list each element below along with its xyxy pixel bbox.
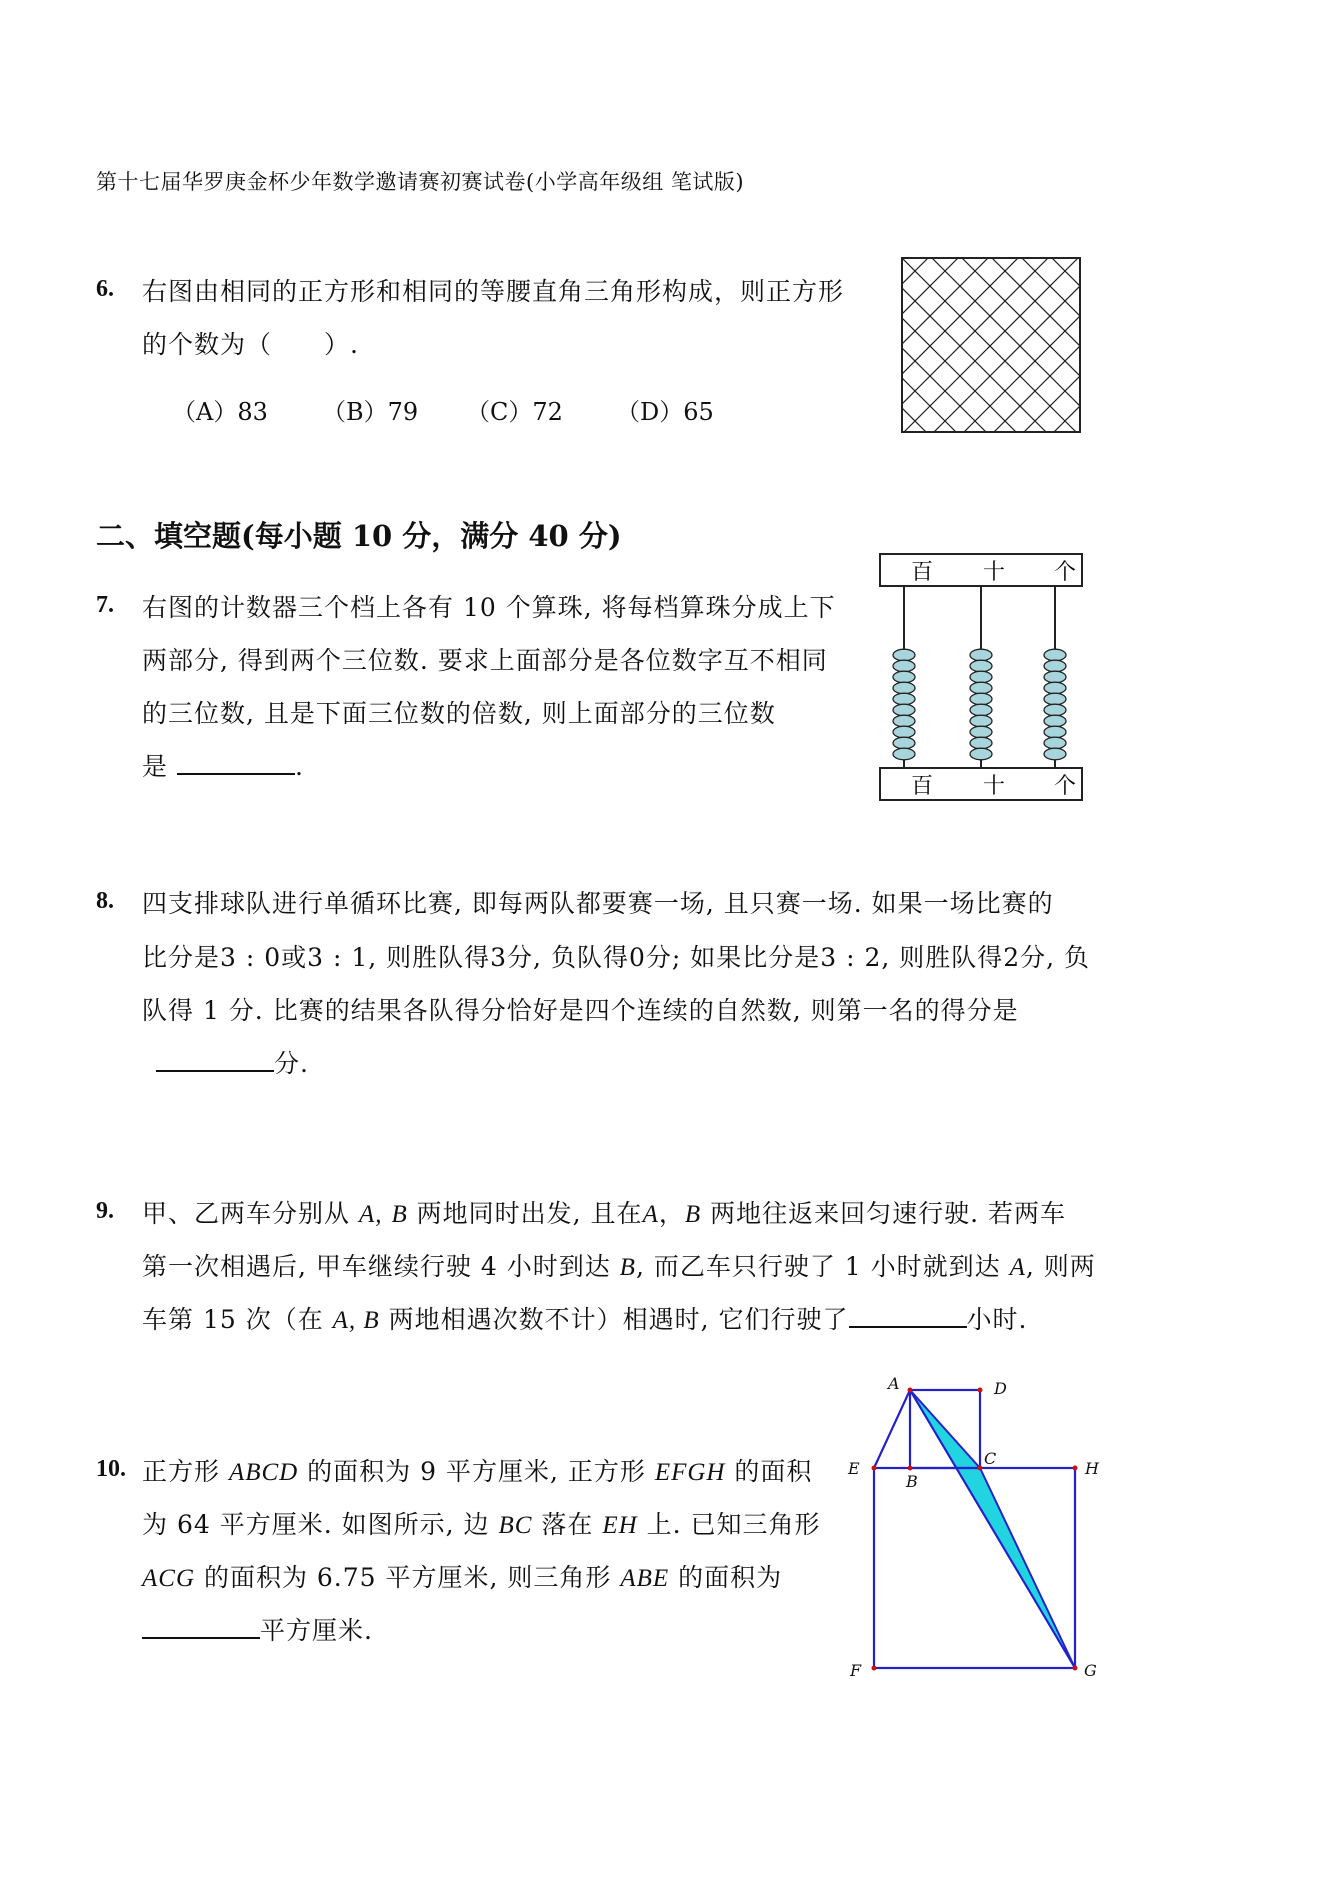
question-6-line-2: 的个数为（ ）.: [142, 330, 359, 359]
question-10-line-3: [142, 1558, 782, 1594]
q9-l1-B: B: [391, 1201, 408, 1228]
page-header: 第十七届华罗庚金杯少年数学邀请赛初赛试卷(小学高年级组 笔试版): [96, 170, 745, 194]
q9-l1-B2: B: [684, 1201, 702, 1228]
question-8-line-4: [156, 1044, 309, 1080]
point-c: [978, 1466, 983, 1471]
q9-l1-e: 两地往返来回匀速行驶. 若两车: [701, 1199, 1066, 1228]
q10-l4-end: 平方厘米.: [260, 1616, 373, 1645]
abacus-bead: [893, 704, 915, 716]
lattice-line: [990, 256, 1084, 436]
q9-l1-d: ，: [658, 1199, 685, 1228]
label-c: C: [984, 1449, 997, 1468]
question-8-line-2: 比分是3 : 0或3 : 1, 则胜队得3分, 负队得0分; 如果比分是3 : 2, 则胜队得2分, 负: [142, 943, 1091, 972]
lattice-line: [930, 256, 1084, 436]
question-6-option-d: （D）65: [616, 398, 714, 426]
segment-ae: [874, 1390, 910, 1468]
lattice-line: [960, 256, 1084, 436]
q9-l2-B: B: [619, 1254, 636, 1281]
abacus-bead: [893, 671, 915, 683]
lattice-line: [900, 256, 1050, 436]
question-7-line-4-text: 是: [142, 752, 169, 781]
abacus-bead: [1044, 726, 1066, 738]
q9-l1-A2: A: [642, 1201, 659, 1228]
abacus-bead: [893, 693, 915, 705]
q9-l2-b: , 而乙车只行驶了 1 小时就到达: [635, 1252, 1010, 1281]
label-f: F: [850, 1661, 862, 1680]
lattice-line: [900, 256, 930, 436]
q10-l2-c: 上. 已知三角形: [637, 1510, 821, 1539]
question-8-line-4-end: 分.: [274, 1049, 309, 1078]
question-7-line-4: [142, 747, 304, 783]
point-g: [1073, 1666, 1078, 1671]
q9-l3-a: 车第 15 次（在: [142, 1305, 333, 1334]
q10-l1-b: 的面积为 9 平方厘米, 正方形: [298, 1457, 655, 1486]
question-8-number: 8.: [96, 888, 114, 914]
abacus-bead: [970, 704, 992, 716]
q10-l3-a: 的面积为 6.75 平方厘米, 则三角形: [195, 1563, 621, 1592]
question-7-answer-blank[interactable]: [177, 749, 295, 775]
question-6-number: 6.: [96, 276, 114, 302]
question-7-line-2: 两部分, 得到两个三位数. 要求上面部分是各位数字互不相同: [142, 646, 828, 675]
abacus-top-label-tens: 十: [983, 560, 1006, 585]
q9-l1-c: 两地同时出发, 且在: [407, 1199, 643, 1228]
question-8-line-3: 队得 1 分. 比赛的结果各队得分恰好是四个连续的自然数, 则第一名的得分是: [142, 996, 1019, 1025]
square-lattice-figure: [900, 256, 1084, 436]
abacus-bead: [970, 693, 992, 705]
label-a: A: [888, 1374, 900, 1393]
question-7-number: 7.: [96, 592, 114, 618]
abacus-figure: [878, 552, 1086, 804]
abacus-bead: [893, 682, 915, 694]
question-8-line-1: 四支排球队进行单循环比赛, 即每两队都要赛一场, 且只赛一场. 如果一场比赛的: [142, 889, 1054, 918]
q9-l1-a: 甲、乙两车分别从: [142, 1199, 359, 1228]
q9-l2-A: A: [1009, 1254, 1026, 1281]
abacus-bead: [893, 715, 915, 727]
abacus-bead: [1044, 715, 1066, 727]
lattice-line: [900, 256, 930, 436]
q10-l2-a: 为 64 平方厘米. 如图所示, 边: [142, 1510, 499, 1539]
q9-l3-AB: A, B: [332, 1307, 380, 1334]
q10-l3-ACG: ACG: [142, 1565, 195, 1592]
abacus-bead: [893, 660, 915, 672]
lattice-line: [900, 256, 1050, 436]
abacus-bead: [970, 748, 992, 760]
question-10-answer-blank[interactable]: [142, 1613, 260, 1639]
q10-l1-ABCD: ABCD: [228, 1459, 299, 1486]
lattice-line: [900, 256, 990, 436]
q10-l3-b: 的面积为: [669, 1563, 783, 1592]
question-7-line-3: 的三位数, 且是下面三位数的倍数, 则上面部分的三位数: [142, 699, 776, 728]
label-b: B: [906, 1472, 918, 1491]
square-geometry-figure: [840, 1370, 1120, 1690]
q10-l2-BC: BC: [498, 1512, 533, 1539]
q9-l2-c: , 则两: [1025, 1252, 1096, 1281]
point-h: [1073, 1466, 1078, 1471]
lattice-line: [960, 256, 1084, 436]
point-e: [872, 1466, 877, 1471]
point-a: [908, 1388, 913, 1393]
abacus-bead: [970, 682, 992, 694]
q9-l3-c: 小时.: [966, 1305, 1028, 1334]
abacus-bead: [970, 671, 992, 683]
q10-l3-ABE: ABE: [620, 1565, 670, 1592]
lattice-line: [990, 256, 1084, 436]
segment-ag: [910, 1390, 1075, 1668]
question-10-line-4: [142, 1611, 373, 1647]
question-9-answer-blank[interactable]: [849, 1302, 967, 1328]
abacus-bottom-label-tens: 十: [983, 774, 1006, 799]
question-9-line-1: [142, 1194, 1066, 1230]
point-f: [872, 1666, 877, 1671]
abacus-bottom-label-ones: 个: [1054, 774, 1077, 799]
section-2-title: 二、填空题(每小题 10 分，满分 40 分): [96, 519, 622, 553]
lattice-line: [1020, 256, 1084, 436]
question-8-answer-blank[interactable]: [156, 1046, 274, 1072]
label-d: D: [994, 1379, 1007, 1398]
abacus-bead: [1044, 748, 1066, 760]
question-6-line-1: 右图由相同的正方形和相同的等腰直角三角形构成，则正方形: [142, 277, 845, 306]
abacus-bead: [970, 660, 992, 672]
q10-l2-b: 落在: [532, 1510, 603, 1539]
point-d: [978, 1388, 983, 1393]
question-9-line-3: [142, 1300, 1028, 1336]
abacus-bead: [893, 737, 915, 749]
abacus-bead: [1044, 660, 1066, 672]
abacus-bead: [970, 715, 992, 727]
abacus-bead: [1044, 671, 1066, 683]
point-b: [908, 1466, 913, 1471]
abacus-bead: [1044, 693, 1066, 705]
q10-l1-EFGH: EFGH: [654, 1459, 726, 1486]
q10-l1-c: 的面积: [725, 1457, 813, 1486]
abacus-top-label-ones: 个: [1054, 560, 1077, 585]
question-7-line-1: 右图的计数器三个档上各有 10 个算珠, 将每档算珠分成上下: [142, 593, 836, 622]
lattice-line: [1050, 256, 1084, 436]
abacus-bead: [1044, 649, 1066, 661]
abacus-bead: [1044, 682, 1066, 694]
abacus-bead: [1044, 737, 1066, 749]
abacus-bead: [893, 748, 915, 760]
abacus-bead: [970, 726, 992, 738]
label-e: E: [848, 1459, 860, 1478]
question-7-line-4-end: .: [294, 752, 304, 781]
q9-l3-b: 两地相遇次数不计）相遇时, 它们行驶了: [379, 1305, 849, 1334]
abacus-top-label-hundreds: 百: [911, 560, 934, 585]
abacus-bead: [893, 726, 915, 738]
abacus-bead: [1044, 704, 1066, 716]
question-6-option-c: （C）72: [466, 398, 563, 426]
abacus-bottom-label-hundreds: 百: [911, 774, 934, 799]
abacus-bead: [970, 737, 992, 749]
question-6-option-a: （A）83: [172, 398, 268, 426]
question-10-line-2: [142, 1505, 820, 1541]
question-6-option-b: （B）79: [322, 398, 419, 426]
lattice-line: [900, 256, 990, 436]
q9-l2-a: 第一次相遇后, 甲车继续行驶 4 小时到达: [142, 1252, 620, 1281]
label-h: H: [1085, 1459, 1099, 1478]
label-g: G: [1084, 1661, 1097, 1680]
q10-l1-a: 正方形: [142, 1457, 229, 1486]
lattice-line: [1050, 256, 1084, 436]
abacus-bead: [893, 649, 915, 661]
lattice-line: [1020, 256, 1084, 436]
question-10-line-1: [142, 1452, 812, 1488]
q9-l1-A: A,: [358, 1201, 383, 1228]
abacus-bead: [970, 649, 992, 661]
question-9-number: 9.: [96, 1198, 114, 1224]
question-10-number: 10.: [96, 1456, 126, 1482]
question-9-line-2: [142, 1247, 1096, 1283]
lattice-line: [930, 256, 1084, 436]
q10-l2-EH: EH: [602, 1512, 638, 1539]
